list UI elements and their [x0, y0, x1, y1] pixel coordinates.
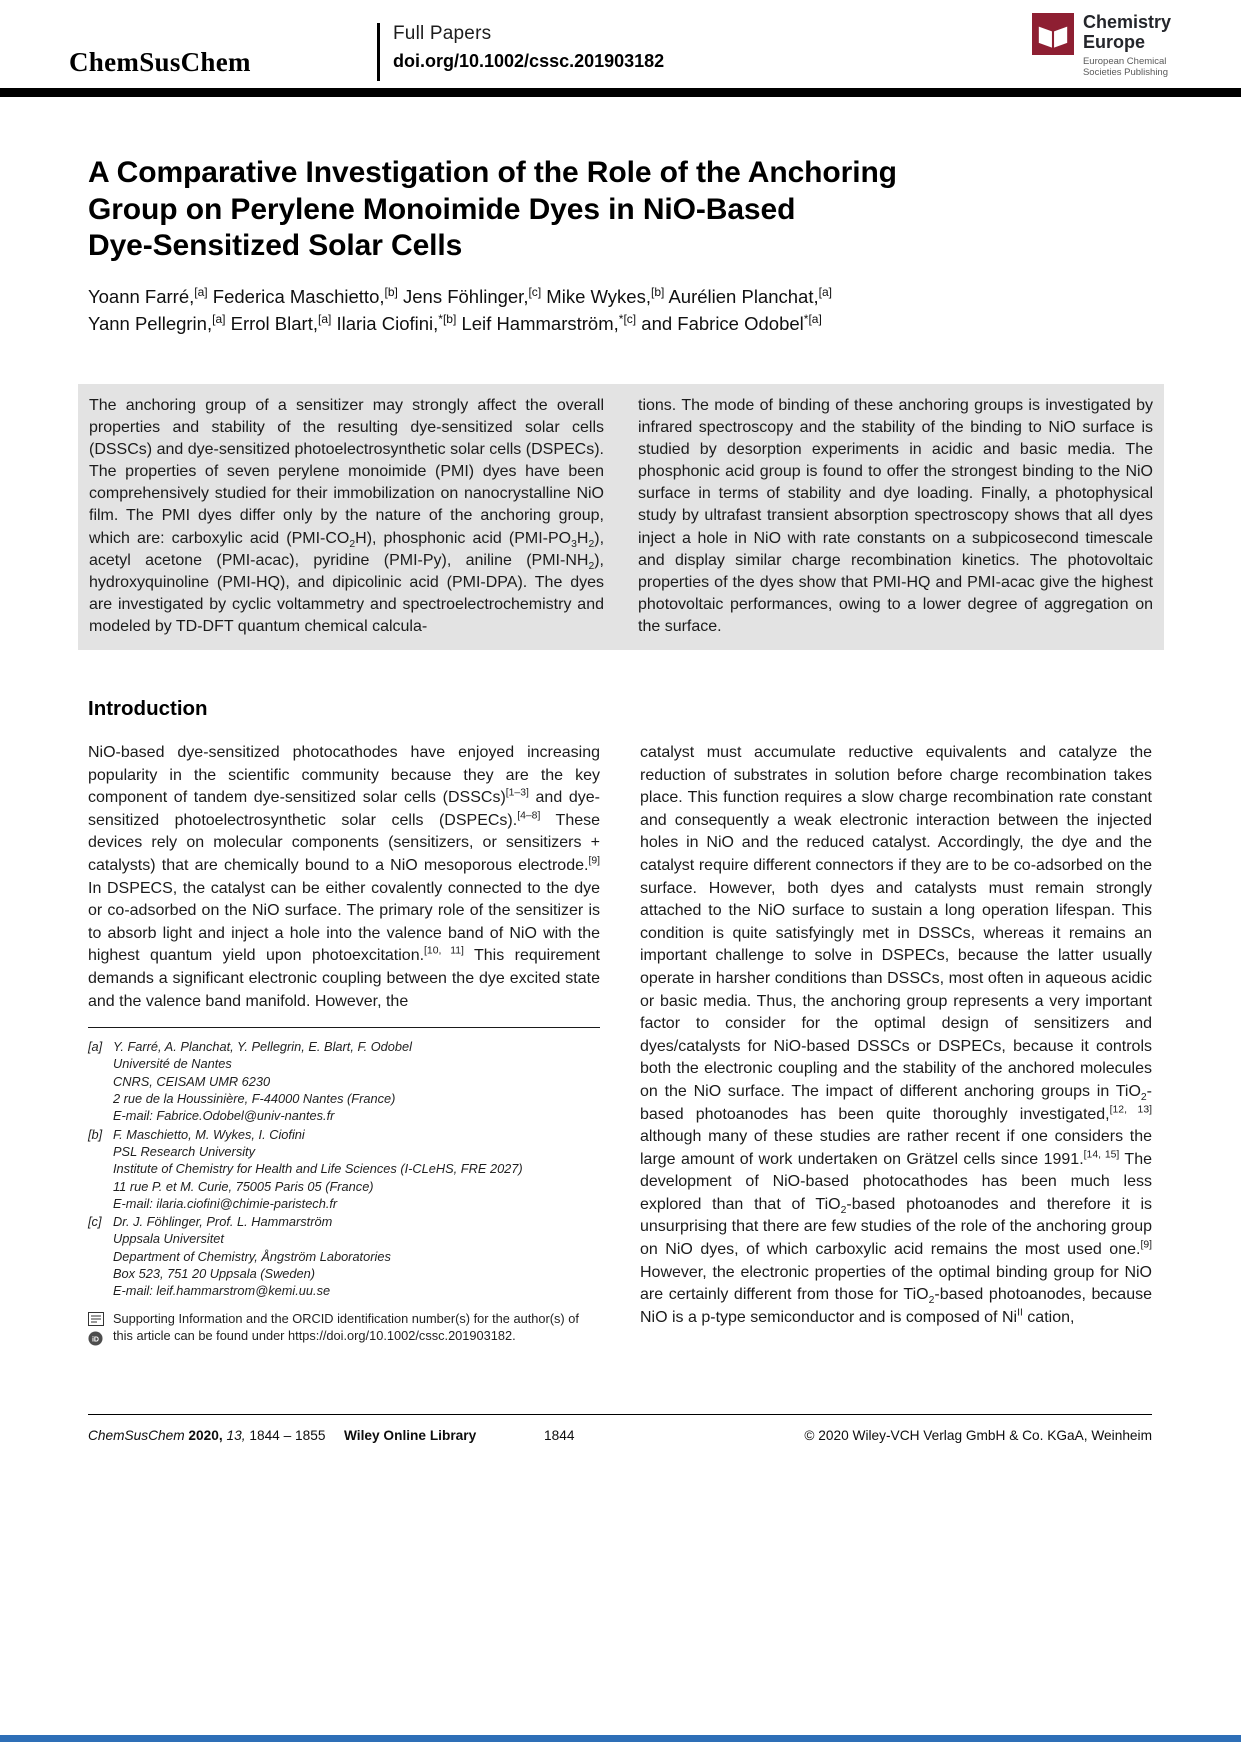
- logo-tagline-line1: European Chemical: [1082, 56, 1167, 67]
- footnote-body-b: [113, 1126, 600, 1212]
- footnote-b: [88, 1126, 600, 1212]
- abstract-box: [78, 384, 1164, 650]
- open-book-icon: [1032, 13, 1074, 55]
- footnote-line: F. Maschietto, M. Wykes, I. Ciofini: [113, 1126, 305, 1142]
- section-heading-introduction: Introduction: [88, 697, 208, 720]
- header-divider-bar: [0, 88, 1241, 97]
- support-note-icons: [88, 1310, 113, 1346]
- abstract-column-left: The anchoring group of a sensitizer may strongly affect the overall properties and stability of the resulting dye-sensitized solar cells (DSSCs) and dye-sensitized photoelectrosynthetic solar cells (DSPECs). The properties of seven perylene monoimide (PMI) dyes have been comprehensively studied for their immobilization on nanocrystalline NiO film. The PMI dyes differ only by the nature of the anchoring group, which are: carboxylic acid $(PMI-CO_2H)$, phosphonic acid $(PMI-PO_3H_2)$, acetyl acetone (PMI-acac), pyridine (PMI-Py), aniline $(PMI-NH_2)$, hydroxyquinoline (PMI-HQ), and dipicolinic acid (PMI-DPA). The dyes are investigated by cyclic voltammetry and spectroelectrochemistry and modeled by TD-DFT quantum chemical calcula-: [89, 397, 605, 635]
- logo-tagline-line2: Societies Publishing: [1082, 67, 1168, 78]
- footnote-line: PSL Research University: [113, 1143, 256, 1159]
- article-title-line-2: Group on Perylene Monoimide Dyes in NiO-Based: [88, 192, 796, 226]
- footer-citation: [88, 1428, 344, 1443]
- email-link-a[interactable]: E-mail: Fabrice.Odobel@univ-nantes.fr: [113, 1108, 335, 1124]
- email-link-c[interactable]: E-mail: leif.hammarstrom@kemi.uu.se: [113, 1283, 331, 1299]
- footnote-a: [88, 1038, 600, 1124]
- doi-link[interactable]: https://doi.org/10.1002/cssc.201903182.: [288, 1327, 516, 1343]
- footnote-body-c: [113, 1213, 600, 1299]
- author-line-2: Yann Pellegrin,[a] Errol Blart,[a] Ilaria Ciofini,$^{*[b]}$ Leif Hammarström,$^{*[c]}$ and Fabrice Odobel$^{*[a]}$: [88, 311, 822, 334]
- supporting-information-sentence: Supporting Information and the ORCID identification number(s) for the author(s) of this article can be found under: [113, 1310, 579, 1343]
- footer-pages: 1844 – 1855: [249, 1428, 326, 1443]
- supporting-information-note: [88, 1310, 600, 1346]
- footnote-c: [88, 1213, 600, 1299]
- footnote-label-a: [a]: [88, 1039, 103, 1055]
- footer-page-number: 1844: [544, 1428, 575, 1443]
- page-footer: [88, 1428, 1152, 1443]
- footnote-label-c: [c]: [88, 1214, 102, 1230]
- article-type-label: Full Papers: [393, 23, 492, 44]
- author-line-1: Yoann Farré,[a] Federica Maschietto,[b] Jens Föhlinger,[c] Mike Wykes,[b] Aurélien Planchat,[a]: [88, 284, 832, 307]
- footnote-line: Box 523, 751 20 Uppsala (Sweden): [113, 1265, 316, 1281]
- chemistry-europe-logo: [1032, 13, 1171, 78]
- footer-journal-name: ChemSusChem: [88, 1428, 185, 1443]
- affiliations-footnotes: [88, 1027, 600, 1345]
- body-column-right: [640, 742, 1152, 1346]
- logo-tagline: [1083, 56, 1171, 78]
- svg-text:iD: iD: [91, 1335, 100, 1343]
- orcid-icon: [88, 1331, 103, 1346]
- footnote-body-a: [113, 1038, 600, 1124]
- footnote-line: 11 rue P. et M. Curie, 75005 Paris 05 (France): [113, 1178, 374, 1194]
- article-type-block: [377, 23, 664, 81]
- footnote-line: Université de Nantes: [113, 1056, 232, 1072]
- logo-name-line2: Europe: [1082, 31, 1145, 52]
- footer-rule: [88, 1414, 1152, 1415]
- footer-volume: 13,: [226, 1428, 246, 1443]
- journal-title: ChemSusChem: [69, 47, 251, 77]
- body-paragraph-left: NiO-based dye-sensitized photocathodes have enjoyed increasing popularity in the scientific community because they are the key component of tandem dye-sensitized solar cells (DSSCs)[1–3] and dye-sensitized photoelectrosynthetic solar cells (DSPECs).[4–8] These devices rely on molecular components (sensitizers, or sensitizers + catalysts) that are chemically bound to a NiO mesoporous electrode.[9] In DSPECS, the catalyst can be either covalently connected to the dye or co-adsorbed on the NiO surface. The primary role of the sensitizer is to absorb light and inject a hole into the valence band of NiO with the highest quantum yield upon photoexcitation.[10, 11] This requirement demands a significant electronic coupling between the dye excited state and the valence band manifold. However, the: [88, 744, 601, 1010]
- footnote-line: 2 rue de la Houssinière, F-44000 Nantes (France): [113, 1091, 396, 1107]
- footnote-line: CNRS, CEISAM UMR 6230: [113, 1073, 271, 1089]
- email-link-b[interactable]: E-mail: ilaria.ciofini@chimie-paristech.fr: [113, 1195, 338, 1211]
- footnote-line: Y. Farré, A. Planchat, Y. Pellegrin, E. Blart, F. Odobel: [113, 1039, 412, 1055]
- footer-platform: Wiley Online Library: [344, 1428, 477, 1443]
- supporting-information-text: [113, 1310, 600, 1346]
- footer-year: 2020,: [188, 1428, 223, 1443]
- footnote-line: Department of Chemistry, Ångström Laboratories: [113, 1248, 391, 1264]
- abstract-column-right: tions. The mode of binding of these anchoring groups is investigated by infrared spectroscopy and the stability of the binding to NiO surface is studied by desorption experiments in acidic and basic media. The phosphonic acid group is found to offer the strongest binding to the NiO surface in terms of stability and dye loading. Finally, a photophysical study by ultrafast transient absorption spectroscopy shows that all dyes inject a hole in NiO with rate constants on a subpicosecond timescale and display similar charge recombination kinetics. The photovoltaic properties of the dyes show that PMI-HQ and PMI-acac give the highest photovoltaic performances, owing to a lower degree of aggregation on the surface.: [638, 397, 1153, 635]
- supporting-information-icon: [88, 1312, 104, 1326]
- logo-name-line1: Chemistry: [1082, 12, 1171, 32]
- footnote-line: Dr. J. Föhlinger, Prof. L. Hammarström: [113, 1214, 333, 1230]
- footnote-label-b: [b]: [88, 1126, 103, 1142]
- page-bottom-accent-bar: [0, 1735, 1241, 1742]
- author-list: [88, 284, 832, 337]
- footer-copyright: © 2020 Wiley-VCH Verlag GmbH & Co. KGaA, Weinheim: [804, 1428, 1152, 1443]
- body-paragraph-right: catalyst must accumulate reductive equivalents and catalyze the reduction of substrates in solution before charge recombination takes place. This function requires a slow charge recombination rate constant and consequently a weak electronic interaction between the injected holes in NiO and the reduced catalyst. Accordingly, the dye and the catalyst require different connectors if they are to be co-adsorbed on the surface. However, both dyes and catalysts must remain strongly attached to the NiO surface to sustain a long operation lifespan. This condition is quite satisfyingly met in DSSCs, whereas it remains an important challenge to solve in DSPECs, because the latter usually operate in harsher conditions than DSSCs, most often in aqueous acidic or basic media. Thus, the anchoring group represents a very important factor to consider for the optimal design of sensitizers and dyes/catalysts for NiO-based DSSCs or DSPECs, because it controls both the electronic coupling and the stability of the anchored molecules on the NiO surface. The impact of different anchoring groups in TiO$_2$-based photoanodes has been quite thoroughly investigated,[12, 13] although many of these studies are rather recent if one considers the large amount of work undertaken on Grätzel cells since 1991.[14, 15] The development of NiO-based photocathodes has been much less explored than that of TiO$_2$-based photoanodes and therefore it is unsurprising that there are few studies of the role of the anchoring group on NiO dyes, of which carboxylic acid remains the most used one.[9] However, the electronic properties of the optimal binding group for NiO are certainly different from those for TiO$_2$-based photoanodes, because NiO is a p-type semiconductor and is composed of $Ni^{II}$ cation,: [640, 744, 1153, 1326]
- article-body: [88, 742, 1152, 1346]
- body-column-left: [88, 742, 600, 1346]
- chemistry-europe-wordmark: [1083, 13, 1171, 78]
- footnote-line: Uppsala Universitet: [113, 1231, 224, 1247]
- doi-text: doi.org/10.1002/cssc.201903182: [393, 51, 665, 71]
- footnote-line: Institute of Chemistry for Health and Life Sciences (I-CLeHS, FRE 2027): [113, 1161, 523, 1177]
- article-title-line-1: A Comparative Investigation of the Role of the Anchoring: [88, 156, 897, 189]
- article-title: [88, 155, 897, 265]
- article-title-line-3: Dye-Sensitized Solar Cells: [88, 229, 463, 262]
